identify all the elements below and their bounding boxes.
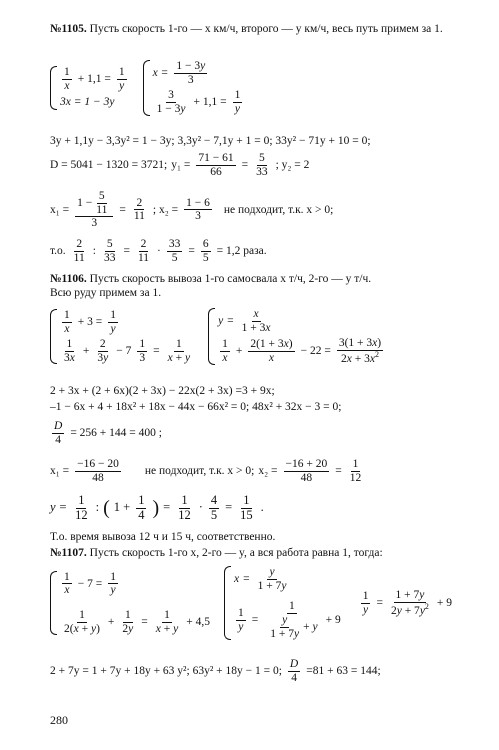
problem-1105-systems <box>50 60 470 116</box>
y-value-line: y = $\frac{1}{12}$ : ( 1 + 1 4 ) = 1 12 · 4 5 = 1 15 . <box>50 493 264 522</box>
problem-1105-intro <box>50 22 470 36</box>
system-a: 1 x + 1,1 = $\frac{1}{y}$ 3x = 1 − 3y <box>50 66 129 110</box>
problem-1107-intro: №1107. Пусть скорость 1-го x, 2-го — y, а вся работа равна 1, тогда: <box>50 547 383 559</box>
ratio-line: т.о. 2 11 : $\frac{5}{33}$ = $\frac{2}{11}$ · $\frac{33}{5}$ = $\frac{6}{5}$ = 1,2 раза. <box>50 238 267 264</box>
problem-number: №1105. <box>50 23 87 35</box>
problem-1106-intro: №1106. Пусть скорость вывоза 1-го самосвала x т/ч, 2-го — y т/ч. Всю руду примем за 1. <box>50 273 372 300</box>
discriminant-line: $\frac{D}{4}$ = 256 + 144 = 400 ; <box>54 420 162 446</box>
equation-line: 3y + 1,1y − 3,3y² = 1 − 3y; 3,3y² − 7,1y + 1 = 0; 33y² − 71y + 10 = 0; <box>50 135 371 147</box>
problem-text: Пусть скорость 1-го — x км/ч, второго — y км/ч, весь путь примем за 1. <box>89 23 443 35</box>
system-b: x = $\frac{1 - 3y}{3}$ 3 1 − 3y + 1,1 = $\frac{1}{y}$ <box>143 60 245 116</box>
equation-line: 2 + 3x + (2 + 6x)(2 + 3x) − 22x(2 + 3x) =3 + 9x; <box>50 385 275 397</box>
problem-1106-systems: 1 x + 3 = 1 y 1 3x + 2 3y − 7 1 3 = 1 x + y y = x 1 + 3x 1 x + 2(1 + 3x) x − 22 = 3(1 + 3x) $2x + 3x^2$ <box>50 308 470 365</box>
x-roots-line: x₁ = $\frac{-16 - 20}{48}$ не подходит, т.к. x > 0; x₂ = $\frac{-16 + 20}{48}$ = $\frac{1}{12}$ <box>50 458 362 484</box>
page-number: 280 <box>50 713 68 727</box>
summary-line: Т.о. время вывоза 12 ч и 15 ч, соответственно. <box>50 531 276 543</box>
equation-line: –1 − 6x + 4 + 18x² + 18x − 44x − 66x² = 0; 48x² + 32x − 3 = 0; <box>50 401 342 413</box>
x-roots-line: x₁ = 1 − $\frac{5}{11}$ 3 = $\frac{2}{11}$ ; x₂ = $\frac{1 - 6}{3}$ не подходит, т.к. x > 0; <box>50 190 334 230</box>
discriminant-line: D = 5041 − 1320 = 3721; y₁ = $\frac{71 - 61}{66}$ = $\frac{5}{33}$ ; y₂ = 2 <box>50 152 310 178</box>
problem-1107-systems: 1 x − 7 = 1 y 1 2(x + y) + 1 2y = 1 x + y + 4,5 x = y 1 + 7y 1 y = 1 $\frac{y}{1 + 7y}$ + y + 9 1 y = 1 + 7y $2y + 7y^2$ + 9 <box>50 566 470 640</box>
final-line: 2 + 7y = 1 + 7y + 18y + 63 y²; 63y² + 18y − 1 = 0; $\frac{D}{4}$ =81 + 63 = 144; <box>50 658 381 684</box>
